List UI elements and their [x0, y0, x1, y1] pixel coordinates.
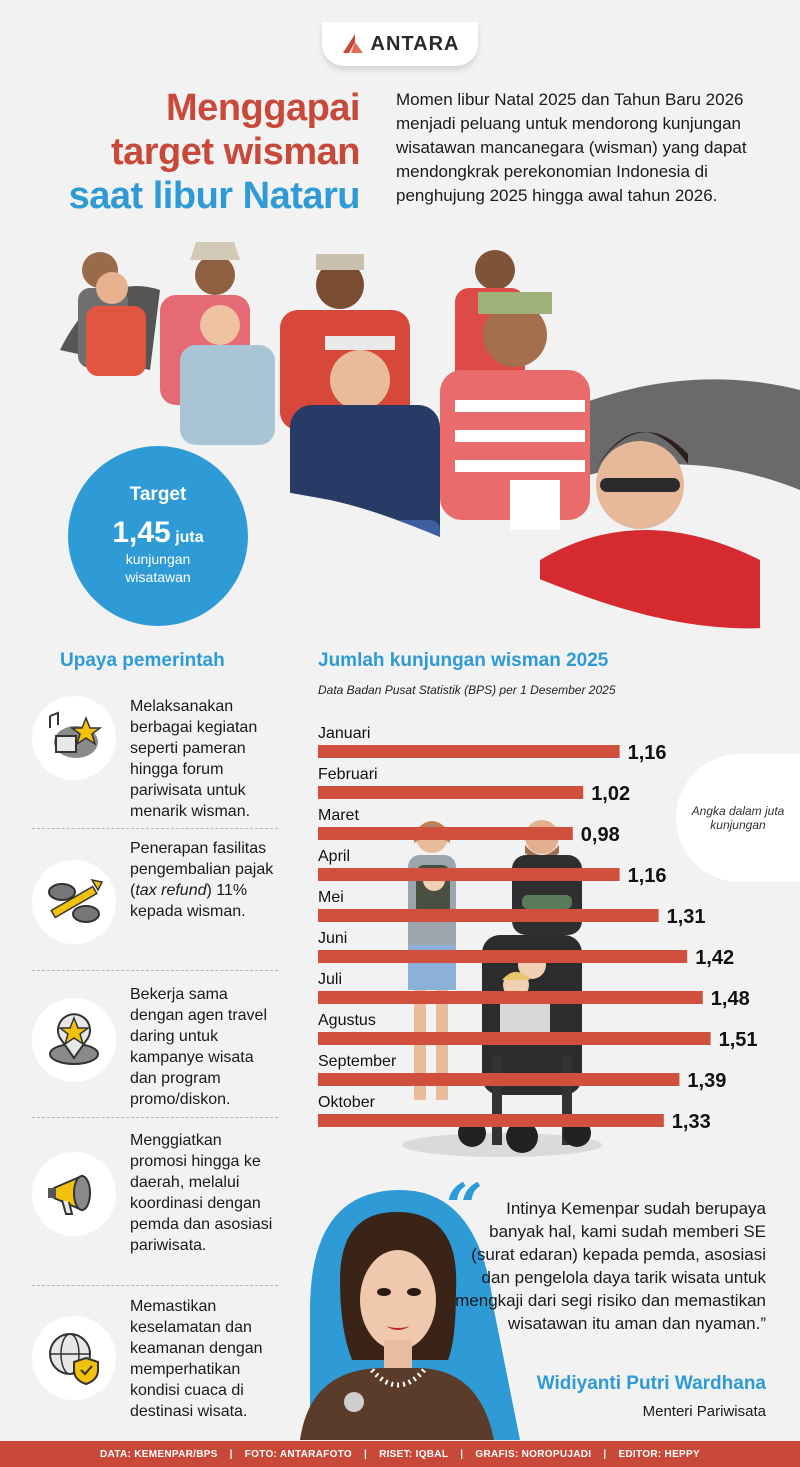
target-unit: juta: [175, 529, 204, 546]
value-label: 1,39: [687, 1070, 727, 1092]
bar: [318, 786, 583, 799]
bar: [318, 827, 573, 840]
value-label: 1,33: [671, 1111, 711, 1133]
effort-text-3: Bekerja sama dengan agen travel daring untuk kampanye wisata dan program promo/diskon.: [130, 986, 267, 1108]
title-line-2: target wisman: [110, 131, 360, 173]
title-line-1: Menggapai: [166, 87, 360, 129]
credit-editor: EDITOR: HEPPY: [618, 1448, 700, 1460]
bar: [318, 950, 687, 963]
effort-text-2-italic: tax refund: [135, 882, 207, 899]
bar: [318, 745, 620, 758]
efforts-heading: Upaya pemerintah: [60, 650, 225, 671]
value-label: 1,16: [627, 865, 667, 887]
chart-title: Jumlah kunjungan wisman 2025: [318, 650, 609, 671]
credit-photo: FOTO: ANTARAFOTO: [244, 1448, 352, 1460]
month-label: Oktober: [318, 1094, 375, 1111]
effort-text-4: Menggiatkan promosi hingga ke daerah, melalui koordinasi dengan pemda dan asosiasi pariwisata.: [130, 1132, 273, 1254]
credit-data: DATA: KEMENPAR/BPS: [100, 1448, 218, 1460]
effort-text-5: Memastikan keselamatan dan keamanan dengan memperhatikan kondisi cuaca di destinasi wisata.: [130, 1298, 263, 1420]
month-label: Juni: [318, 930, 348, 947]
effort-text-2a: Penerapan fasilitas pengembalian pajak (: [130, 840, 274, 899]
month-label: Januari: [318, 725, 371, 742]
bar: [318, 868, 620, 881]
logo-text: ANTARA: [370, 32, 460, 55]
bar: [318, 991, 703, 1004]
effort-text-1: Melaksanakan berbagai kegiatan seperti pameran hingga forum pariwisata untuk menarik wisman.: [130, 698, 258, 820]
value-label: 1,51: [718, 1029, 758, 1051]
quote-role: Menteri Pariwisata: [642, 1403, 766, 1420]
target-desc-2: wisatawan: [125, 569, 191, 585]
quote-text: Intinya Kemenpar sudah berupaya banyak hal, kami sudah memberi SE (surat edaran) kepada pemda, asosiasi dan pengelola daya tarik wisata untuk mengkaji dari segi risiko dan memastikan wisatawan itu aman dan nyaman.”: [455, 1199, 766, 1333]
bar: [318, 1032, 711, 1045]
month-label: April: [318, 848, 351, 865]
effort-text-2b: ) 11% kepada wisman.: [130, 882, 248, 920]
chart-note: Angka dalam juta kunjungan: [676, 754, 800, 882]
month-label: Juli: [318, 971, 343, 988]
credit-research: RISET: IQBAL: [379, 1448, 449, 1460]
month-label: September: [318, 1053, 397, 1070]
title-line-3: saat libur Nataru: [68, 175, 360, 217]
chart-subtitle: Data Badan Pusat Statistik (BPS) per 1 Desember 2025: [318, 683, 616, 697]
value-label: 1,42: [695, 947, 735, 969]
intro-text: Momen libur Natal 2025 dan Tahun Baru 2026 menjadi peluang untuk mendorong kunjungan wisatawan mancanegara (wisman) yang dapat mendongkrak perekonomian Indonesia di penghujung 2025 hingga awal tahun 2026.: [396, 90, 747, 205]
credit-graphics: GRAFIS: NOROPUJADI: [475, 1448, 592, 1460]
quote-author: Widiyanti Putri Wardhana: [536, 1373, 766, 1394]
footer-credits: DATA: KEMENPAR/BPS | FOTO: ANTARAFOTO | RISET: IQBAL | GRAFIS: NOROPUJADI | EDITOR: HEPPY: [0, 1441, 800, 1467]
quote-mark-icon: “: [446, 1170, 483, 1245]
value-label: 1,31: [666, 906, 706, 928]
month-label: Maret: [318, 807, 359, 824]
bar: [318, 1114, 664, 1127]
target-label: Target: [129, 484, 187, 505]
month-label: Agustus: [318, 1012, 376, 1029]
value-label: 0,98: [580, 824, 620, 846]
value-label: 1,48: [710, 988, 750, 1010]
target-desc-1: kunjungan: [125, 551, 191, 567]
value-label: 1,16: [627, 742, 667, 764]
bar: [318, 1073, 679, 1086]
month-label: Mei: [318, 889, 344, 906]
month-label: Februari: [318, 766, 378, 783]
target-number: 1,45: [112, 516, 171, 549]
bar: [318, 909, 659, 922]
value-label: 1,02: [591, 783, 631, 805]
